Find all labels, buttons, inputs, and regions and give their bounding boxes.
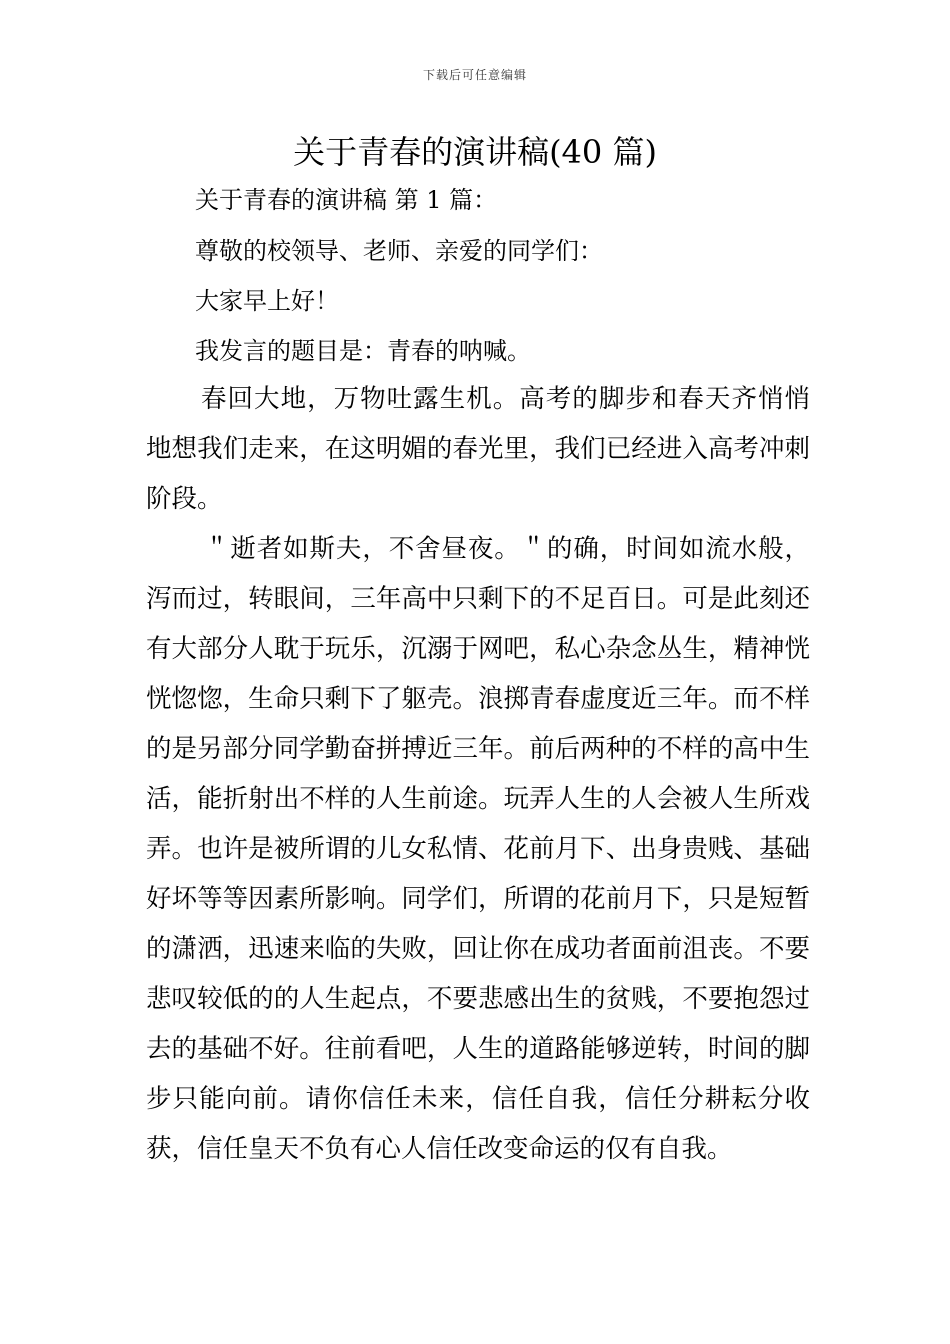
body-paragraph-2: ＂逝者如斯夫，不舍昼夜。＂的确，时间如流水般，泻而过，转眼间，三年高中只剩下的不足百日。可是此刻还有大部分人耽于玩乐，沉溺于网吧，私心杂念丛生，精神恍恍惚惚，生命只剩下了躯壳。浪掷青春虚度近三年。而不样的是另部分同学勤奋拼搏近三年。前后两种的不样的高中生活，能折射出不样的人生前途。玩弄人生的人会被人生所戏弄。也许是被所谓的儿女私情、花前月下、出身贵贱、基础好坏等等因素所影响。同学们，所谓的花前月下，只是短暂的潇洒，迅速来临的失败，回让你在成功者面前沮丧。不要悲叹较低的的人生起点，不要悲感出生的贫贱，不要抱怨过去的基础不好。往前看吧，人生的道路能够逆转，时间的脚步只能向前。请你信任未来，信任自我，信任分耕耘分收获，信任皇天不负有心人信任改变命运的仅有自我。 — [146, 534, 810, 1164]
header-note: 下载后可任意编辑 — [422, 68, 527, 82]
greeting: 大家早上好！ — [195, 287, 339, 315]
section-heading: 关于青春的演讲稿 第 1 篇： — [195, 186, 498, 214]
speech-topic: 我发言的题目是：青春的呐喊。 — [195, 337, 531, 365]
body-paragraph-1: 春回大地，万物吐露生机。高考的脚步和春天齐悄悄地想我们走来，在这明媚的春光里，我们已经进入高考冲刺阶段。 — [146, 384, 810, 514]
document-title: 关于青春的演讲稿(40 篇) — [293, 133, 657, 171]
salutation: 尊敬的校领导、老师、亲爱的同学们： — [195, 237, 603, 265]
